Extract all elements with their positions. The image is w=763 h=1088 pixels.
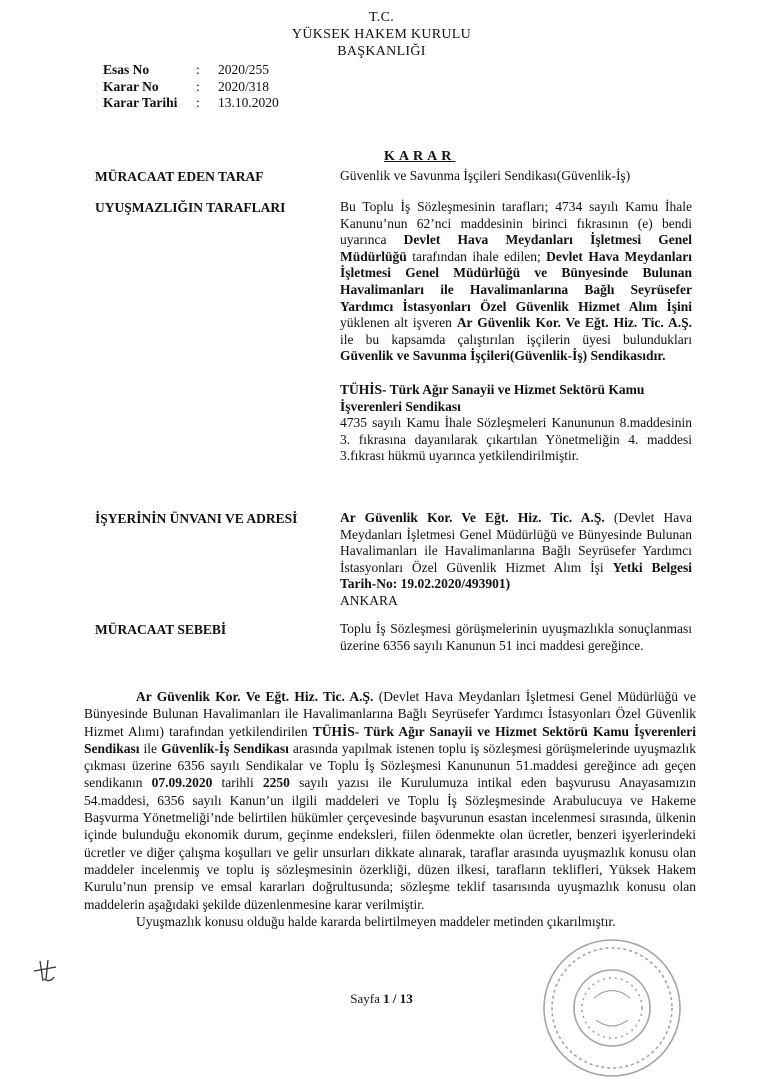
body-run-6: 07.09.2020 — [151, 775, 213, 791]
page-number: Sayfa 1 / 13 — [350, 991, 413, 1006]
esas-no-value: 2020/255 — [218, 62, 270, 77]
karar-no-value: 2020/318 — [218, 78, 270, 94]
esas-no-label: Esas No — [103, 62, 150, 77]
case-info — [103, 62, 279, 112]
isyeri-city: ANKARA — [340, 592, 398, 608]
header-tc: T.C. — [368, 10, 395, 25]
isyeri-run-2: Yetki Belgesi Tarih-No: 19.02.2020/493901) — [340, 559, 693, 592]
body-run-2: TÜHİS- Türk Ağır Sanayii ve Hizmet Sektörü Kamu İşverenleri Sendikası — [84, 723, 696, 756]
isyeri-run-0: Ar Güvenlik Kor. Ve Eğt. Hiz. Tic. A.Ş. — [340, 510, 605, 525]
karar-no-row: Karar No : 2020/318 — [103, 78, 270, 94]
body-paragraph-1 — [84, 688, 696, 913]
taraflar-run-7: Güvenlik ve Savunma İşçileri(Güvenlik-İş) Sendikasıdır. — [340, 348, 666, 364]
body-run-7: tarihli — [212, 775, 263, 791]
karar-tarihi-value: 13.10.2020 — [218, 95, 279, 110]
taraflar-run-1: Devlet Hava Meydanları İşletmesi Genel Müdürlüğü — [340, 232, 692, 264]
official-stamp — [532, 928, 692, 1088]
body-run-1: (Devlet Hava Meydanları İşletmesi Genel Müdürlüğü ve Bünyesinde Bulunan Havalimanları ile Havalimanlarına Bağlı Seyrüsefer Yardımcı İstasyonları Özel Güvenlik Hizmet Alımı) tarafından yetkilendirilen — [84, 689, 697, 739]
page-total: 13 — [399, 991, 413, 1006]
isyeri-label: İŞYERİNİN ÜNVANI VE ADRESİ — [95, 511, 298, 526]
taraflar-run-0: Bu Toplu İş Sözleşmesinin tarafları; 4734 sayılı Kamu İhale Kanunu’nun 62’nci maddesinin birinci fıkrasının (e) bendi uyarınca — [340, 199, 692, 248]
body-run-9: sayılı yazısı ile Kurulumuza intikal eden başvurusu Anayasamızın 54.maddesi, 6356 sayılı Kanun’un ilgili maddeleri ve Toplu İş Sözleşmesinde Arabulucuya ve Hakeme Başvurma Yönetmeliği’nde belirtilen hükümler çerçevesinde başvurunun esastan incelenmesi sırasında, ülkenin içinde bulunduğu ekonomik durum, geçinme endeksleri, fiilen ödenmekte olan ücretler, benzeri işyerlerindeki ücretler ve diğer çalışma koşulları ve gelir unsurları dikkate alınarak, taraflar arasında uyuşmazlık konusu olan maddeler incelenmiş ve toplu iş sözleşmesinin özerkliği, düzen ilkesi, tarafların teklifleri, Yüksek Hakem Kurulu’nun prensip ve emsal kararları doğrultusunda; sözleşme teklif tasarısında uyuşmazlık konusu olan maddelerin aşağıdaki şekilde düzenlenmesine karar verilmiştir. — [84, 775, 696, 912]
isyeri-text — [340, 510, 692, 610]
page-current: 1 — [383, 991, 390, 1006]
isyeri-paragraph — [340, 510, 692, 593]
tuhis-name: TÜHİS- Türk Ağır Sanayii ve Hizmet Sektörü Kamu İşverenleri Sendikası — [340, 381, 645, 414]
uyusmazlik-taraflari-text — [340, 199, 692, 465]
header-kurul: YÜKSEK HAKEM KURULU — [291, 27, 472, 42]
taraflar-run-4: yüklenen alt işveren — [340, 315, 457, 331]
muracaat-eden-label: MÜRACAAT EDEN TARAF — [95, 169, 264, 184]
body-paragraph-2: Uyuşmazlık konusu olduğu halde kararda belirtilmeyen maddeler metinden çıkarılmıştır. — [136, 913, 616, 929]
sebep-text: Toplu İş Sözleşmesi görüşmelerinin uyuşmazlıkla sonuçlanması üzerine 6356 sayılı Kanunun 51 inci maddesi gereğince. — [340, 621, 692, 653]
body-run-5: arasında yapılmak istenen toplu iş sözleşmesi görüşmelerinde uyuşmazlık çıkması üzerine 6356 sayılı Sendikalar ve Toplu İş Sözleşmesi Kanununun 51.maddesi gereğince adı geçen sendikanın — [84, 740, 696, 791]
karar-tarihi-label: Karar Tarihi — [103, 95, 178, 110]
body-run-0: Ar Güvenlik Kor. Ve Eğt. Hiz. Tic. A.Ş. — [136, 689, 374, 704]
taraflar-run-2: tarafından ihale edilen; — [406, 248, 547, 264]
muracaat-eden-text: Güvenlik ve Savunma İşçileri Sendikası(Güvenlik-İş) — [340, 168, 631, 183]
decision-body — [84, 688, 696, 930]
tuhis-authorization: 4735 sayılı Kamu İhale Sözleşmeleri Kanununun 8.maddesinin 3. fıkrasına dayanılarak çıkartılan Yönetmeliğin 4. maddesi 3.fıkrası hükmü uyarınca yetkilendirilmiştir. — [340, 415, 692, 464]
taraflar-run-6: ile bu kapsamda çalıştırılan işçilerin üyesi bulundukları — [340, 331, 692, 347]
esas-no-row: Esas No : 2020/255 — [103, 62, 270, 77]
body-run-8: 2250 — [262, 775, 290, 791]
body-run-3: ile — [139, 740, 162, 756]
uyusmazlik-taraflari-label: UYUŞMAZLIĞIN TARAFLARI — [95, 200, 286, 215]
taraflar-paragraph — [340, 199, 692, 365]
header-baskanlik: BAŞKANLIĞI — [337, 44, 426, 59]
karar-no-label: Karar No — [103, 78, 159, 94]
karar-title: KARAR — [384, 149, 456, 164]
isyeri-run-1: (Devlet Hava Meydanları İşletmesi Genel Müdürlüğü ve Bünyesinde Bulunan Havalimanları ile Havalimanlarına Bağlı Seyrüsefer Yardımcı İstasyonları Özel Güvenlik Hizmet Alım İşi — [340, 510, 692, 575]
body-run-4: Güvenlik-İş Sendikası — [161, 740, 289, 756]
sebep-label: MÜRACAAT SEBEBİ — [95, 622, 227, 637]
taraflar-run-5: Ar Güvenlik Kor. Ve Eğt. Hiz. Tic. A.Ş. — [456, 315, 692, 331]
karar-tarihi-row: Karar Tarihi : 13.10.2020 — [103, 95, 279, 110]
taraflar-run-3: Devlet Hava Meydanları İşletmesi Genel Müdürlüğü ve Bünyesinde Bulunan Havalimanları ile Havalimanlarına Bağlı Seyrüsefer Yardımcı İstasyonları Özel Güvenlik Hizmet Alım İşini — [340, 248, 692, 314]
margin-initial-mark — [30, 955, 60, 985]
